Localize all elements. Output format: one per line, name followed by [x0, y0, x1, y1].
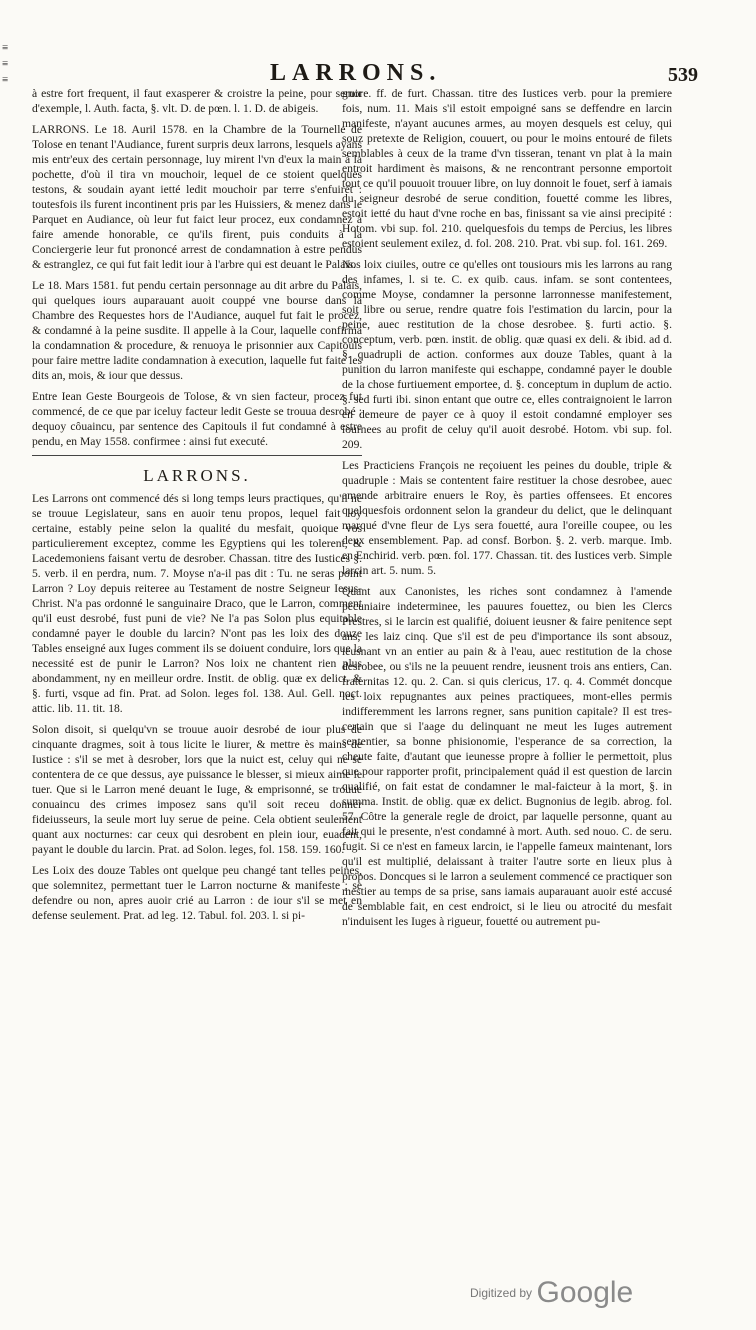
margin-edge-marks — [2, 40, 12, 88]
google-watermark — [470, 1276, 633, 1310]
left-column — [32, 86, 362, 929]
running-header-title: LARRONS. — [270, 60, 442, 86]
google-logo: Google — [536, 1276, 634, 1309]
margin-mark: ≡ — [2, 74, 9, 86]
margin-mark: ≡ — [2, 58, 9, 70]
paragraph: Solon disoit, si quelqu'vn se trouue auoir desrobé de iour plus de cinquante dragmes, soit à tous licite le liurer, & mettre ès mains de Iustice : s'il se met à desrober, lors que la nuict est, celuy qui ne se contentera de ce que dessus, aye puissance le blesser, si mieux aime le tuer. Que si le Larron mené deuant le Iuge, & emprisonné, se trouue conuaincu des crimes imposez sans qu'il soit receu donner fideiusseurs, la seule mort luy serue de peine. Cela obtient seulement quant aux nocturnes: car ceux qui desrobent en plein iour, euadent, payant le double du larcin. Prat. ad Solon. leges, fol. 158. 159. 160. — [32, 723, 362, 856]
paragraph: LARRONS. Le 18. Auril 1578. en la Chambre de la Tournelle de Tolose en tenant l'Audiance, furent surpris deux larrons, lesquels ayans mis entr'eux des certain personnage, luy mirent l'vn d'eux la main à la pochette, d'où il tira vn mouchoir, lequel de ce stoient quelques testons, & soudain ayant ietté ledit mouchoir par terre s'enfuirét : toutesfois ils furent incontinent pris par les Huissiers, & menez dans le Parquet en Audiance, où leur fut faict leur procez, eux condamnez à faire amende honorable, ce qu'ils firent, puis conduits à la Conciergerie leur fut prononcé arrest de condamnation à estre pendus & estranglez, ce qui fut fait ledit iour à l'arbre qui est deuant le Palais. — [32, 123, 362, 271]
paragraph: gnore. ff. de furt. Chassan. titre des Iustices verb. pour la premiere fois, num. 11. Mais s'il estoit empoigné sans se deffendre en larcin manifeste, n'ayant aucunes armes, au moyen desquels est celuy, qui souz pretexte de Religion, couuert, ou pour le moins entouré de filets semblables à ceux de la trame d'vn tisseran, tenant vn plat à la main entroit hardiment ès maisons, & ne rencontrant personne emportoit tout ce qu'il pouuoit trouuer libre, on luy donnoit le fouet, serf à iamais du seigneur desrobé de serue condition, fouetté comme les libres, estoit ietté du haut d'vne roche en bas, finissant sa vie ainsi precipité : Hotom. vbi sup. fol. 210. quelquesfois du temps de Percius, les libres estoient seulement exilez, d. fol. 208. 210. Prat. vbi sup. fol. 161. 269. — [342, 87, 672, 250]
paragraph: Nos loix ciuiles, outre ce qu'elles ont tousiours mis les larrons au rang des infames, l. si te. C. ex quib. caus. infam. se sont contentees, comme Moyse, condamner la personne larronnesse manifestement, soit libre ou serue, rendre quatre fois l'estimation du larcin, pour la peine, auec restitution de la chose desrobee. §. furti actio. §. conceptum, verb. pœn. instit. de oblig. quæ quasi ex deli. & ibid. ad d. §. quadrupli de action. conformes aux douze Tables, quant à la punition du larron manifeste qui eschappe, condamné payer le double de la chose furtiuement emportee, d. §. conceptum in duplum de actio. §. sed furti ibi. sinon entant que outre ce, elles contraignoient le larron en demeure de payer ce à quoy il estoit condamné employer ses iournees au profit de celuy qu'il auoit desrobé. Hotom. vbi sup. fol. 209. — [342, 258, 672, 451]
section-title: LARRONS. — [143, 466, 251, 485]
right-column — [342, 86, 672, 935]
section-divider — [32, 455, 362, 456]
paragraph: Les Practiciens François ne reçoiuent les peines du double, triple & quadruple : Mais se contentent faire restituer la chose desrobee, auec amende arbitraire enuers le Roy, ès parties offensees. Et encores quelquesfois ordonnent selon la grandeur du delict, que le delinquant marqué d'vne fleur de Lys sera fouetté, aura l'oreille coupee, ou les deux ensemblement. Pap. ad consf. Borbon. §. 2. verb. marque. Imb. en Enchirid. verb. pœn. fol. 177. Chassan. tit. des Iustices verb. Simple larcin art. 5. num. 5. — [342, 459, 672, 577]
paragraph: Les Larrons ont commencé dés si long temps leurs practiques, qu'il ne se trouue Legislateur, sans en auoir tenu propos, lequel fait loy certaine, estably peine selon la qualité du mesfait, quoique vos particulierement exceptez, comme les Egyptiens qui les tolerent, & Lacedemoniens faisant vertu de desrober. Chassan. titre des Iustices §. 5. verb. il en perdra, num. 7. Moyse n'a-il pas dit : Tu. ne seras point Larron ? Loy depuis reiteree au Testament de nostre Seigneur Iesus-Christ. N'a pas ordonné le sanguinaire Draco, que le Larron, comment qu'il eust desrobé, fust puni de vie? Ne l'a pas Solon plus equitable condamné payer le double du larcin? N'ont pas les loix des douze Tables enseigné aux Iuges comment ils se doiuent conduire, lors que la necessité est de punir le Larron? Nos loix ne chantent rien plus abondamment, ny en meilleur ordre. Instit. de oblig. quæ ex delict. & §. furti, vsque ad fin. Prat. ad Solon. leges fol. 138. Aul. Gell. noct. attic. lib. 11. tit. 18. — [32, 492, 362, 715]
paragraph: Le 18. Mars 1581. fut pendu certain personnage au dit arbre du Palais, qui quelques iours auparauant auoit couppé vne bourse dans la Chambre des Requestes hors de l'Audiance, auquel fut fait le procez, & condamné à la peine susdite. Il appelle à la Cour, laquelle confirma la condamnation & procedure, & renuoya le prisonnier aux Capitouls pour faire mettre ladite condamnation à execution, laquelle fut faite les dits an, mois, & iour que dessus. — [32, 279, 362, 382]
paragraph: à estre fort frequent, il faut exasperer & croistre la peine, pour seruir d'exemple, l. Auth. facta, §. vlt. D. de pœn. l. 1. D. de abigeis. — [32, 87, 362, 115]
margin-mark: ≡ — [2, 42, 9, 54]
watermark-prefix: Digitized by — [470, 1286, 533, 1300]
paragraph: Entre Iean Geste Bourgeois de Tolose, & vn sien facteur, procez fut commencé, de ce que par iceluy facteur ledit Geste se trouua desrobé : dequoy côuaincu, par sentence des Capitouls il fut condamné à estre pendu, en May 1558. confirmee : ainsi fut executé. — [32, 390, 362, 448]
paragraph: Les Loix des douze Tables ont quelque peu changé tant telles peines, que solemnitez, permettant tuer le Larron nocturne & manifeste ; se defendre ou non, apres auoir crié au Larron : de iour s'il se met en defense seulement. Prat. ad leg. 12. Tabul. fol. 203. l. si pi- — [32, 864, 362, 922]
page-number: 539 — [668, 64, 698, 86]
paragraph: Quant aux Canonistes, les riches sont condamnez à l'amende pecuniaire indeterminee, les pauures fouettez, ou bien les Clercs Prestres, si le larcin est qualifié, doiuent ieusner & faire penitence sept ans, les laiz cinq. Que s'il est de peu d'importance ils sont absouz, ieusnant vn an entier au pain & à l'eau, auec restitution de la chose desrobee, ou s'ils ne la peuuent rendre, ieusnent trois ans entiers, Can. fraternitas 12. qu. 2. Can. si quis clericus, 17. q. 4. Commét doncque les loix repugnantes aux peines practiquees, mont-elles permis indifferemment les larrons regner, sans punition capitale? Il est tres-certain que si l'aage du delinquant ne meut les Iuges autrement sententier, sa bonne phisionomie, l'esperance de sa correction, la cheute faite, d'autant que ieunesse propre à follier le permettoit, plus que pour rapporter profit, principalement quád il est question de larcin qualifié, on fait estat de condamner le mal-faicteur à la mort, §. in summa. Instit. de oblig. quæ ex delict. Bugnonius de legib. abrog. fol. 57. Côtre la generale regle de droict, par laquelle personne, quant au fait qui le presente, n'est condamné à mort. Auth. sed nouo. C. de seru. fugit. Si ce n'est en fameux larcin, ie l'appelle fameux maintenant, lors qu'il est multiplié, delaissant à traiter l'autre sorte en lieux plus à propos. Doncques si le larron a seulement commencé ce practiquer son mestier au temps de sa prise, sans iamais auparauant auoir esté accusé de semblable fait, en cest endroict, si le lieu ou atrocité du mesfait n'induisent les Iuges à rigueur, fouetté ou autrement pu- — [342, 585, 672, 928]
